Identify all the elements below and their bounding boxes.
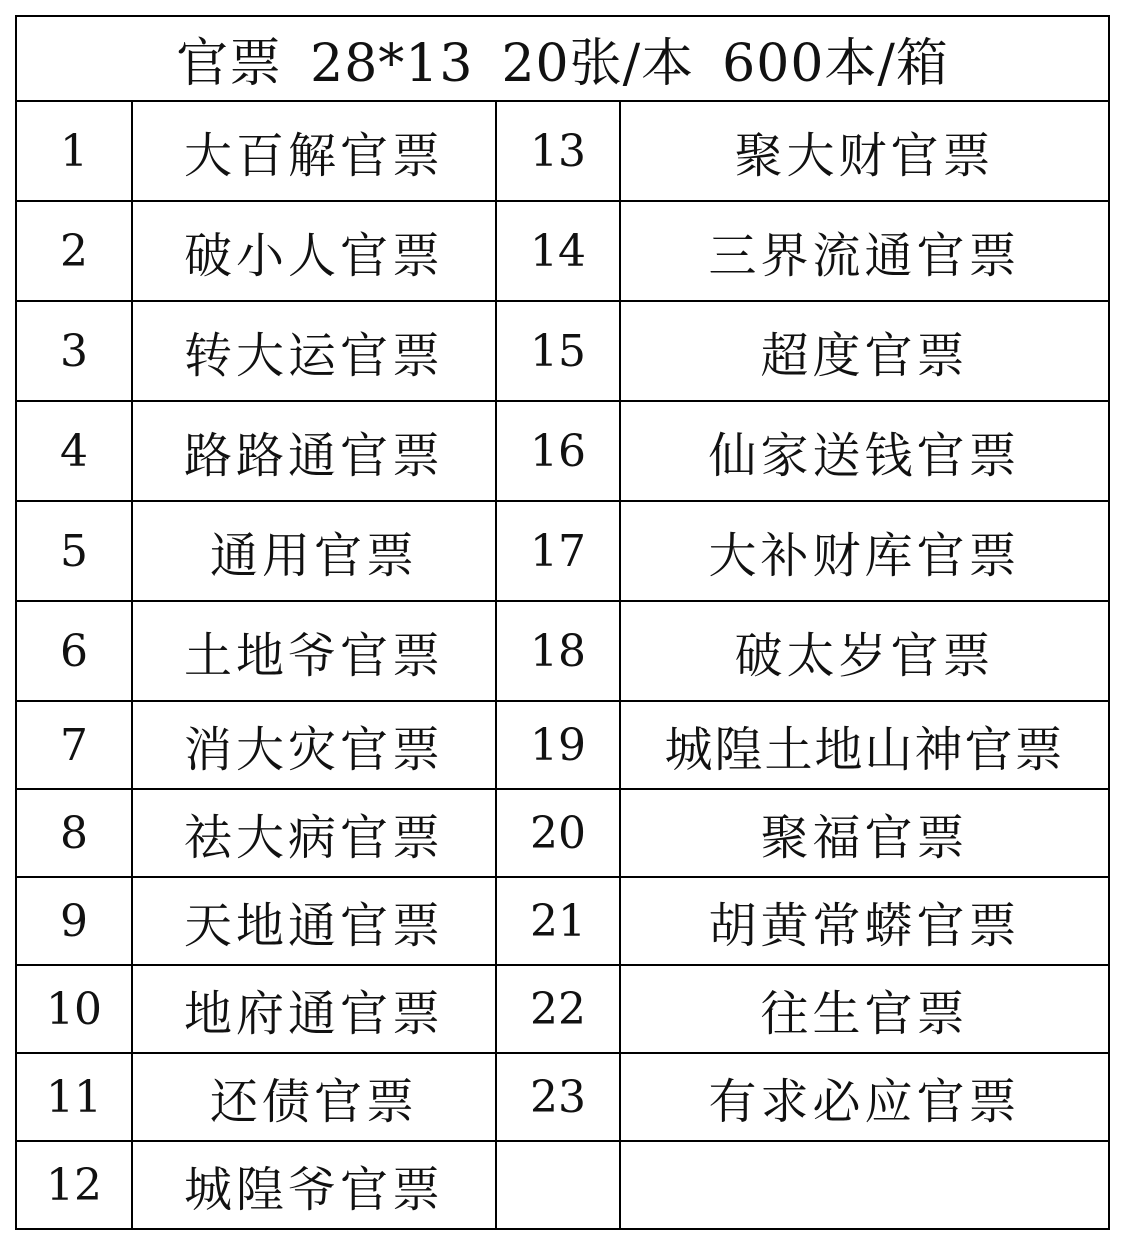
right-item-number: 19 <box>496 701 620 789</box>
table-row <box>16 1141 1109 1229</box>
right-item-name: 聚福官票 <box>620 789 1109 877</box>
right-item-number <box>496 1141 620 1229</box>
left-item-number: 2 <box>16 201 132 301</box>
right-item-name: 往生官票 <box>620 965 1109 1053</box>
left-item-number: 1 <box>16 101 132 201</box>
left-item-name: 破小人官票 <box>132 201 496 301</box>
right-item-name: 大补财库官票 <box>620 501 1109 601</box>
table-row <box>16 501 1109 601</box>
left-item-name: 地府通官票 <box>132 965 496 1053</box>
title-per-book: 20张/本 <box>501 34 695 94</box>
left-item-number: 12 <box>16 1141 132 1229</box>
table-row <box>16 789 1109 877</box>
product-table <box>15 15 1110 1230</box>
right-item-name: 胡黄常蟒官票 <box>620 877 1109 965</box>
left-item-number: 7 <box>16 701 132 789</box>
left-item-name: 转大运官票 <box>132 301 496 401</box>
table-row <box>16 601 1109 701</box>
table-row <box>16 401 1109 501</box>
title-size: 28*13 <box>310 34 474 94</box>
right-item-number: 23 <box>496 1053 620 1141</box>
left-item-number: 10 <box>16 965 132 1053</box>
left-item-number: 9 <box>16 877 132 965</box>
right-item-name: 城隍土地山神官票 <box>620 701 1109 789</box>
table-row <box>16 965 1109 1053</box>
left-item-number: 11 <box>16 1053 132 1141</box>
left-item-number: 8 <box>16 789 132 877</box>
right-item-name <box>620 1141 1109 1229</box>
right-item-name: 破太岁官票 <box>620 601 1109 701</box>
right-item-name: 聚大财官票 <box>620 101 1109 201</box>
right-item-number: 20 <box>496 789 620 877</box>
left-item-name: 祛大病官票 <box>132 789 496 877</box>
right-item-name: 有求必应官票 <box>620 1053 1109 1141</box>
left-item-number: 4 <box>16 401 132 501</box>
table-row <box>16 877 1109 965</box>
right-item-number: 17 <box>496 501 620 601</box>
right-item-name: 三界流通官票 <box>620 201 1109 301</box>
title-product-name: 官票 <box>176 34 283 94</box>
left-item-number: 5 <box>16 501 132 601</box>
right-item-name: 超度官票 <box>620 301 1109 401</box>
table-row <box>16 1053 1109 1141</box>
table-title-row <box>16 16 1109 101</box>
left-item-name: 消大灾官票 <box>132 701 496 789</box>
table-row <box>16 101 1109 201</box>
right-item-number: 14 <box>496 201 620 301</box>
left-item-name: 通用官票 <box>132 501 496 601</box>
left-item-number: 3 <box>16 301 132 401</box>
left-item-name: 土地爷官票 <box>132 601 496 701</box>
right-item-number: 22 <box>496 965 620 1053</box>
table-title <box>16 16 1109 101</box>
left-item-name: 大百解官票 <box>132 101 496 201</box>
right-item-name: 仙家送钱官票 <box>620 401 1109 501</box>
title-per-box: 600本/箱 <box>722 34 949 94</box>
table-row <box>16 301 1109 401</box>
left-item-number: 6 <box>16 601 132 701</box>
left-item-name: 还债官票 <box>132 1053 496 1141</box>
right-item-number: 21 <box>496 877 620 965</box>
product-list-sheet <box>15 15 1108 1228</box>
left-item-name: 城隍爷官票 <box>132 1141 496 1229</box>
right-item-number: 16 <box>496 401 620 501</box>
right-item-number: 13 <box>496 101 620 201</box>
table-row <box>16 201 1109 301</box>
table-row <box>16 701 1109 789</box>
right-item-number: 18 <box>496 601 620 701</box>
left-item-name: 天地通官票 <box>132 877 496 965</box>
right-item-number: 15 <box>496 301 620 401</box>
left-item-name: 路路通官票 <box>132 401 496 501</box>
